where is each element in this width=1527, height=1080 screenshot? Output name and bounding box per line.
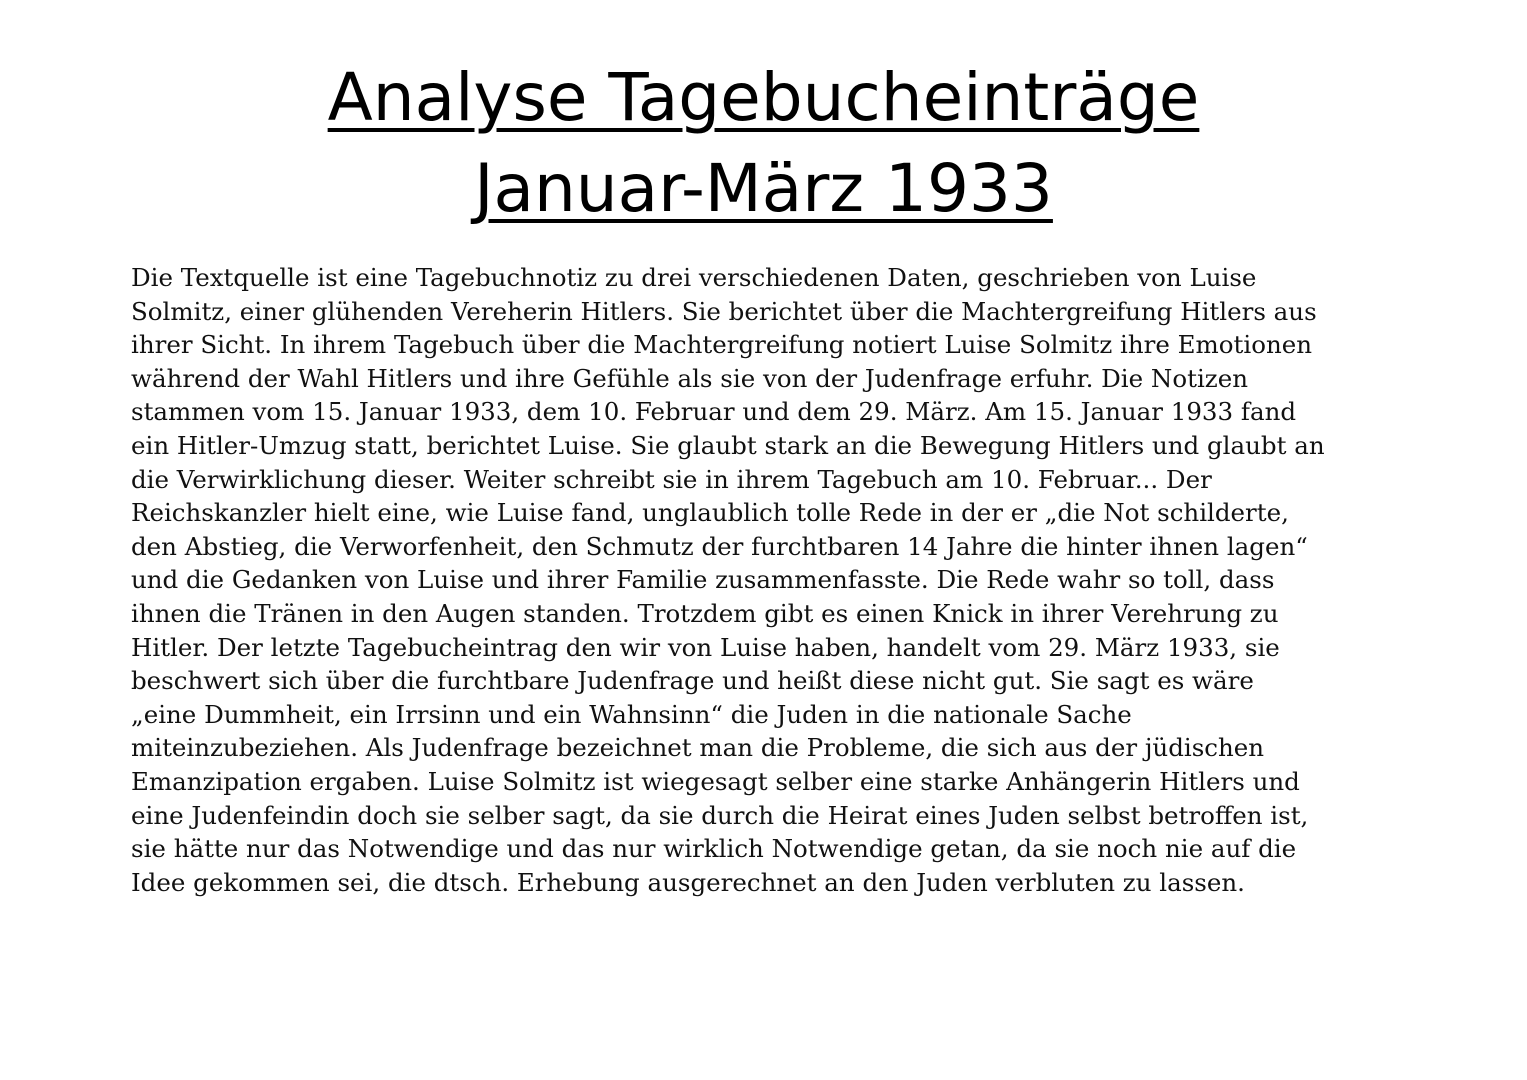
page-title (0, 52, 1527, 234)
body-line: „eine Dummheit, ein Irrsinn und ein Wahnsinn“ die Juden in die nationale Sache (131, 699, 1132, 729)
body-line: den Abstieg, die Verworfenheit, den Schmutz der furchtbaren 14 Jahre die hinter ihnen lagen“ (131, 531, 1308, 561)
body-line: die Verwirklichung dieser. Weiter schreibt sie in ihrem Tagebuch am 10. Februar... Der (131, 464, 1212, 494)
body-line: eine Judenfeindin doch sie selber sagt, da sie durch die Heirat eines Juden selbst betroffen ist, (131, 800, 1309, 830)
body-line: und die Gedanken von Luise und ihrer Familie zusammenfasste. Die Rede wahr so toll, dass (131, 565, 1275, 595)
body-line: während der Wahl Hitlers und ihre Gefühle als sie von der Judenfrage erfuhr. Die Notizen (131, 363, 1248, 393)
title-line-1 (0, 52, 1527, 143)
body-line: stammen vom 15. Januar 1933, dem 10. Februar und dem 29. März. Am 15. Januar 1933 fand (131, 397, 1297, 427)
body-line: Reichskanzler hielt eine, wie Luise fand, unglaublich tolle Rede in der er „die Not schilderte, (131, 498, 1289, 528)
body-line: sie hätte nur das Notwendige und das nur wirklich Notwendige getan, da sie noch nie auf die (131, 834, 1297, 864)
body-line: Hitler. Der letzte Tagebucheintrag den wir von Luise haben, handelt vom 29. März 1933, sie (131, 632, 1280, 662)
title-line-2 (0, 143, 1527, 234)
body-line: miteinzubeziehen. Als Judenfrage bezeichnet man die Probleme, die sich aus der jüdischen (131, 733, 1265, 763)
title-text-2: Januar-März 1933 (474, 150, 1053, 227)
title-text-1: Analyse Tagebucheinträge (327, 59, 1200, 136)
body-line: Idee gekommen sei, die dtsch. Erhebung ausgerechnet an den Juden verbluten zu lassen. (131, 867, 1245, 897)
body-line: beschwert sich über die furchtbare Judenfrage und heißt diese nicht gut. Sie sagt es wäre (131, 666, 1254, 696)
body-line: Solmitz, einer glühenden Vereherin Hitlers. Sie berichtet über die Machtergreifung Hitlers aus (131, 296, 1317, 326)
body-line: ihrer Sicht. In ihrem Tagebuch über die Machtergreifung notiert Luise Solmitz ihre Emotionen (131, 330, 1313, 360)
body-paragraph (131, 261, 1406, 899)
body-line: Emanzipation ergaben. Luise Solmitz ist wiegesagt selber eine starke Anhängerin Hitlers und (131, 766, 1300, 796)
body-line: Die Textquelle ist eine Tagebuchnotiz zu drei verschiedenen Daten, geschrieben von Luise (131, 263, 1257, 292)
body-line: ihnen die Tränen in den Augen standen. Trotzdem gibt es einen Knick in ihrer Verehrung zu (131, 598, 1279, 628)
body-line: ein Hitler-Umzug statt, berichtet Luise. Sie glaubt stark an die Bewegung Hitlers und glaubt an (131, 430, 1325, 460)
